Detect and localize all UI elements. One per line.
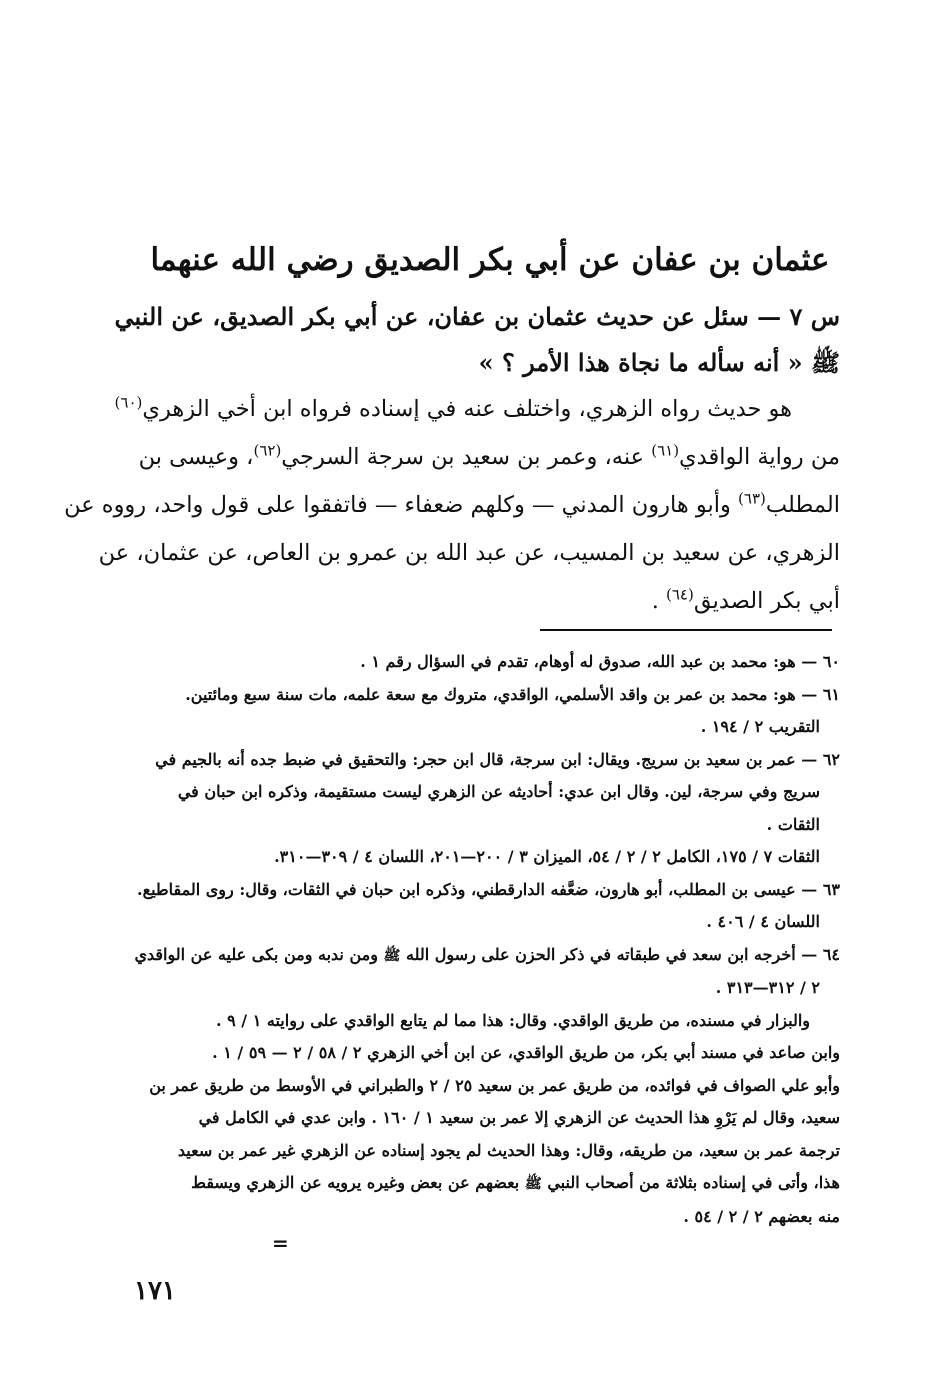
footnote-64-cont: ترجمة عمر بن سعيد، من طريقه، وقال: وهذا الحديث لم يجود إسناده عن الزهري غير عمر بن سعيد <box>177 1140 840 1160</box>
question-text-2: « أنه سأله ما نجاة هذا الأمر ؟ » <box>478 348 803 377</box>
answer-text: وأبو هارون المدني — وكلهم ضعفاء — فاتفقوا على قول واحد، رووه عن <box>64 492 739 518</box>
footnote-62-cont: الثقات . <box>766 814 820 834</box>
footnote-62-cont: سريج وفي سرجة، لين. وقال ابن عدي: أحاديثه عن الزهري ليست مستقيمة، وذكره ابن حبان في <box>177 782 820 801</box>
answer-text: عنه، وعمر بن سعيد بن سرجة السرجي <box>281 444 652 470</box>
footnote-separator <box>540 629 832 631</box>
footnote-64-cont: والبزار في مسنده، من طريق الواقدي. وقال: هذا مما لم يتابع الواقدي على روايته ١ / ٩ . <box>216 1010 810 1030</box>
answer-line-5 <box>120 577 840 625</box>
footnote-62-sources: الثقات ٧ / ١٧٥، الكامل ٢ / ٢ / ٥٤، الميزان ٣ / ٢٠٠—٢٠١، اللسان ٤ / ٣٠٩—٣١٠. <box>274 847 820 866</box>
footnote-text: ٦٤ — أخرجه ابن سعد في طبقاته في ذكر الحزن على رسول الله <box>406 944 840 964</box>
footnotes <box>120 646 840 1233</box>
footnote-64-cont <box>120 1167 840 1201</box>
footnote-64-cont: وابن صاعد في مسند أبي بكر، من طريق الواقدي، عن ابن أخي الزهري ٢ / ٥٨ / ٢ — ٥٩ / ١ . <box>212 1043 840 1062</box>
answer-text: . <box>651 588 667 614</box>
footnote-text: بعضهم عن بعض وغيره يرويه عن الزهري ويسقط <box>191 1173 525 1192</box>
section-heading: عثمان بن عفان عن أبي بكر الصديق رضي الله عنهما <box>150 242 830 278</box>
question-text-1: سئل عن حديث عثمان بن عفان، عن أبي بكر الصديق، عن النبي <box>114 302 749 331</box>
footnote-text: هذا، وأتى في إسناده بثلاثة من أصحاب النبي <box>547 1173 840 1192</box>
footnote-ref-62: (٦٢) <box>253 441 282 460</box>
answer-text: المطلب <box>765 492 840 518</box>
salutation-glyph: ﷺ <box>383 947 401 964</box>
continuation-mark: = <box>272 1231 289 1255</box>
footnote-63-sources: اللسان ٤ / ٤٠٦ . <box>706 912 820 931</box>
answer-paragraph <box>64 385 840 625</box>
question-block <box>112 294 840 386</box>
footnote-ref-64: (٦٤) <box>666 585 694 604</box>
answer-line-4: الزهري، عن سعيد بن المسيب، عن عبد الله بن عمرو بن العاص، عن عثمان، عن <box>98 540 840 566</box>
footnote-61: ٦١ — هو: محمد بن عمر بن واقد الأسلمي، الواقدي، متروك مع سعة علمه، مات سنة سبع ومائتين. <box>185 684 840 704</box>
footnote-61-cont: التقريب ٢ / ١٩٤ . <box>700 717 820 736</box>
answer-line-3 <box>64 481 840 529</box>
footnote-text: ومن ندبه ومن بكى عليه عن الواقدي <box>134 944 384 964</box>
footnote-60: ٦٠ — هو: محمد بن عبد الله، صدوق له أوهام، تقدم في السؤال رقم ١ . <box>360 652 840 671</box>
footnote-64-cont: منه بعضهم ٢ / ٢ / ٥٤ . <box>683 1206 840 1226</box>
question-label: س ٧ — <box>757 302 840 331</box>
footnote-62: ٦٢ — عمر بن سعيد بن سريج. ويقال: ابن سرجة، قال ابن حجر: والتحقيق في ضبط جده أنه بالجيم في <box>155 749 840 769</box>
footnote-ref-60: (٦٠) <box>114 393 143 412</box>
footnote-63: ٦٣ — عيسى بن المطلب، أبو هارون، ضعَّفه الدارقطني، وذكره ابن حبان في الثقات، وقال: روى المقاطيع. <box>137 879 840 899</box>
answer-line-1 <box>114 385 840 433</box>
answer-text: هو حديث رواه الزهري، واختلف عنه في إسناده فرواه ابن أخي الزهري <box>142 396 792 422</box>
question-line-2 <box>112 340 840 386</box>
footnote-ref-61: (٦١) <box>651 441 680 460</box>
question-line-1 <box>112 294 840 340</box>
footnote-64-cont: ٢ / ٣١٢—٣١٣ . <box>715 978 820 997</box>
answer-text: أبي بكر الصديق <box>693 588 840 614</box>
answer-text: ، وعيسى بن <box>138 444 254 470</box>
answer-line-2 <box>120 433 840 481</box>
salutation-glyph: ﷺ <box>524 1176 542 1192</box>
page-number: ١٧١ <box>134 1276 176 1306</box>
footnote-64 <box>120 939 840 973</box>
footnote-64-cont: وأبو علي الصواف في فوائده، من طريق عمر بن سعيد ٢٥ / ٢ والطبراني في الأوسط من طريق عمر بن <box>149 1075 840 1095</box>
footnote-ref-63: (٦٣) <box>738 489 766 508</box>
footnote-64-cont: سعيد، وقال لم يَرْوِ هذا الحديث عن الزهري إلا عمر بن سعيد ١ / ١٦٠ . وابن عدي في الكامل في <box>198 1108 840 1127</box>
salutation-glyph: ﷺ <box>811 348 840 377</box>
answer-text: من رواية الواقدي <box>679 444 840 470</box>
